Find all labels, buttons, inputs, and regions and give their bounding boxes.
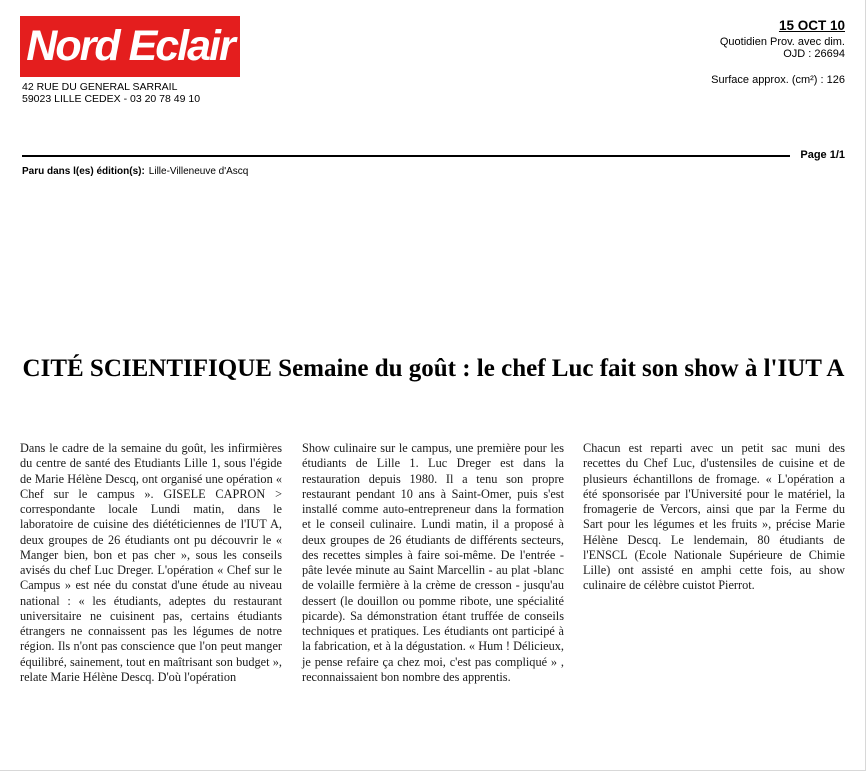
periodicity: Quotidien Prov. avec dim. bbox=[719, 36, 845, 48]
ojd-figure: OJD : 26694 bbox=[783, 48, 845, 60]
publication-info bbox=[711, 18, 845, 86]
surface-area: Surface approx. (cm²) : 126 bbox=[711, 74, 845, 86]
article-title: CITÉ SCIENTIFIQUE Semaine du goût : le chef Luc fait son show à l'IUT A bbox=[22, 355, 845, 382]
publication-date: 15 OCT 10 bbox=[778, 18, 845, 33]
edition-line bbox=[22, 166, 248, 177]
header-divider bbox=[22, 155, 790, 157]
address-line-2: 59023 LILLE CEDEX - 03 20 78 49 10 bbox=[22, 93, 201, 105]
newspaper-logo bbox=[20, 16, 240, 77]
edition-label: Paru dans l(es) édition(s): bbox=[22, 166, 145, 177]
edition-value: Lille-Villeneuve d'Ascq bbox=[148, 166, 249, 177]
article-column-1: Dans le cadre de la semaine du goût, les infirmières du centre de santé des Etudiants Lille 1, sous l'égide de Marie Hélène Descq, ont organisé une opération « Chef sur le campus ». GISELE CAPRON > correspondante locale Lundi matin, dans le laboratoire de cuisine des diététiciennes de l'IUT A, deux groupes de 26 étudiants ont pu découvrir le « Manger bien, bon et pas cher », sous les conseils avisés du chef Luc Dreger. L'opération « Chef sur le Campus » est née du constat d'une étude au niveau national : « les étudiants, adeptes du restaurant universitaire ne cuisinent pas, certains étudiants étrangers ne connaissent pas les légumes de notre région. Ils n'ont pas conscience que l'on peut manger équilibré, sainement, tout en maîtrisant son budget », relate Marie Hélène Descq. D'où l'opération bbox=[20, 441, 282, 684]
publisher-address bbox=[22, 81, 200, 105]
page-number: Page 1/1 bbox=[800, 149, 845, 161]
logo-text: Nord Eclair bbox=[26, 22, 234, 70]
article-column-2: Show culinaire sur le campus, une première pour les étudiants de Lille 1. Luc Dreger est dans la restauration depuis 1980. Il a tenu son propre restaurant pendant 10 ans à Saint-Omer, puis s'est installé comme auto-entrepreneur dans la formation et le conseil culinaire. Lundi matin, il a proposé à deux groupes de 26 étudiants de différents secteurs, des recettes simples à faire soi-même. De l'entrée - pâte levée minute au Saint Marcellin - au plat -blanc de volaille fermière à la crème de cresson - jusqu'au dessert (le douillon ou pomme ribote, une spécialité picarde). Sa démonstration étant truffée de conseils techniques et pratiques. Les étudiants ont participé à la fabrication, et à la dégustation. « Hum ! Délicieux, je pense refaire ça chez moi, c'est pas compliqué » , reconnaissaient bon nombre des apprentis. bbox=[302, 441, 564, 684]
address-line-1: 42 RUE DU GENERAL SARRAIL bbox=[22, 81, 178, 93]
article-column-3: Chacun est reparti avec un petit sac muni des recettes du Chef Luc, d'ustensiles de cuisine et de plusieurs échantillons de fromage. « L'opération a été sponsorisée par l'Université pour le matériel, la fromagerie de Vercors, ainsi que par la Ferme du Sart pour les légumes et les fruits », précise Marie Hélène Descq. Le lendemain, 80 étudiants de l'ENSCL (Ecole Nationale Supérieure de Chimie Lille) ont assisté en amphi cette fois, au show culinaire de célèbre cuistot Pierrot. bbox=[583, 441, 845, 593]
